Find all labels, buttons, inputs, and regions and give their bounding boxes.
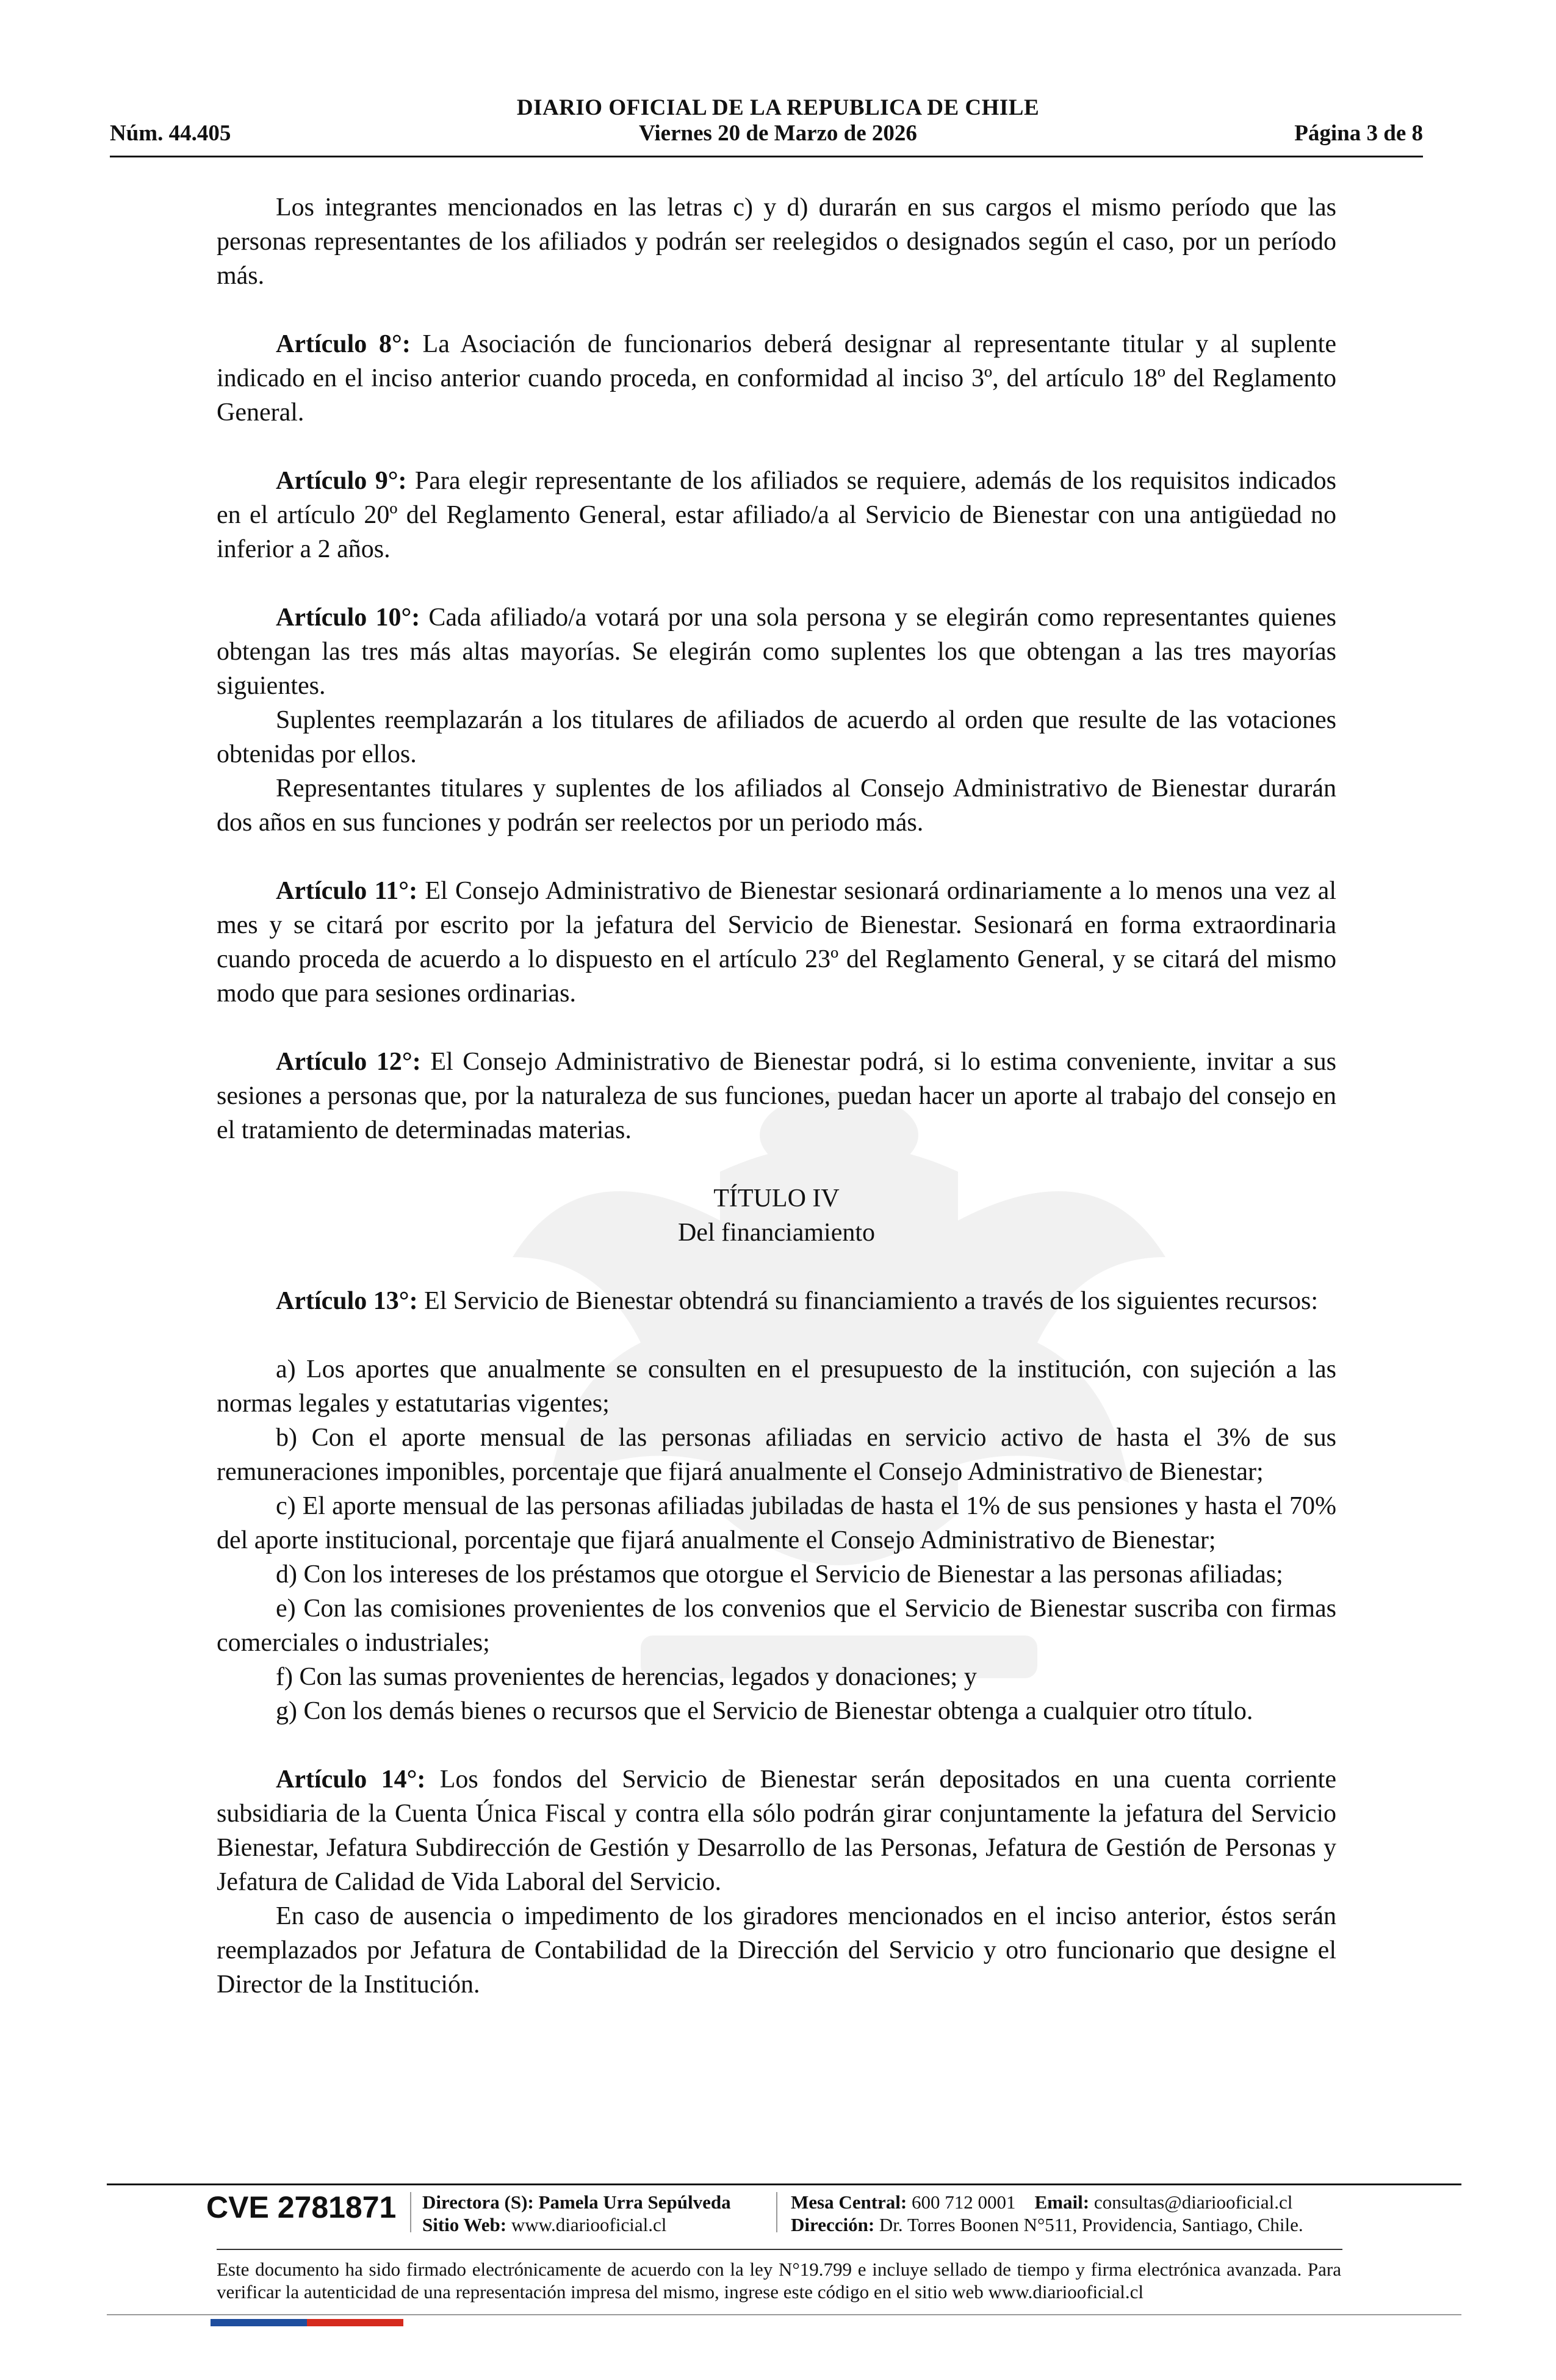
list-item-e: e) Con las comisiones provenientes de los convenios que el Servicio de Bienestar suscriba con firmas comerciales o industriales; (217, 1595, 1336, 1657)
list-item-c: c) El aporte mensual de las personas afiliadas jubiladas de hasta el 1% de sus pensiones y hasta el 70% del aporte institucional, porcentaje que fijará anualmente el Consejo Administrativo de Bienestar; (217, 1492, 1336, 1554)
flag-bar-red (307, 2319, 403, 2326)
cve-code: CVE 2781871 (206, 2190, 397, 2224)
email-label: Email: (1034, 2191, 1090, 2213)
footer-divider (107, 2183, 1461, 2185)
footer-separator (410, 2192, 411, 2232)
article-12-text: El Consejo Administrativo de Bienestar podrá, si lo estima conveniente, invitar a sus sesiones a personas que, por la naturaleza de sus funciones, puedan hacer un aporte al trabajo del consejo en el tratamiento de determinadas materias. (217, 1048, 1336, 1144)
footer-separator (776, 2192, 777, 2232)
article-10-text: Cada afiliado/a votará por una sola persona y se elegirán como representantes quienes obtengan las tres más altas mayorías. Se elegirán como suplentes los que obtengan a las tres mayorías siguientes. (217, 604, 1336, 700)
director-label: Directora (S): (422, 2191, 534, 2213)
article-8 (217, 327, 1336, 430)
article-10 (217, 600, 1336, 703)
article-10-label: Artículo 10°: (276, 604, 420, 632)
title-iv: TÍTULO IV (713, 1185, 840, 1213)
director-name: Pamela Urra Sepúlveda (538, 2191, 731, 2213)
article-12 (217, 1045, 1336, 1147)
article-11 (217, 874, 1336, 1011)
list-item-g: g) Con los demás bienes o recursos que el Servicio de Bienestar obtenga a cualquier otro título. (276, 1697, 1253, 1725)
newspaper-title: DIARIO OFICIAL DE LA REPUBLICA DE CHILE (516, 95, 1040, 120)
email-link[interactable]: consultas@diariooficial.cl (1093, 2191, 1293, 2213)
list-item-b: b) Con el aporte mensual de las personas afiliadas en servicio activo de hasta el 3% de sus remuneraciones imponibles, porcentaje que fijará anualmente el Consejo Administrativo de Bienestar; (217, 1424, 1336, 1486)
header-divider (110, 156, 1423, 157)
article-11-label: Artículo 11°: (276, 877, 418, 905)
article-8-label: Artículo 8°: (276, 330, 411, 358)
article-13 (217, 1284, 1336, 1318)
phone-value: 600 712 0001 (912, 2191, 1016, 2213)
flag-bar-blue (211, 2319, 307, 2326)
article-9-text: Para elegir representante de los afiliados se requiere, además de los requisitos indicados en el artículo 20º del Reglamento General, estar afiliado/a al Servicio de Bienestar con una antigüedad no inferior a 2 años. (217, 467, 1336, 563)
article-12-label: Artículo 12°: (276, 1048, 421, 1076)
article-14-text: Los fondos del Servicio de Bienestar serán depositados en una cuenta corriente subsidiaria de la Cuenta Única Fiscal y contra ella sólo podrán girar conjuntamente la jefatura del Servicio Bienestar, Jefatura Subdirección de Gestión y Desarrollo de las Personas, Jefatura de Gestión de Personas y Jefatura de Calidad de Vida Laboral del Servicio. (217, 1765, 1336, 1896)
footer-contact-block (791, 2191, 1303, 2236)
issue-date: Viernes 20 de Marzo de 2026 (639, 121, 917, 146)
page-indicator: Página 3 de 8 (1294, 121, 1423, 146)
article-9 (217, 464, 1336, 566)
article-14-paragraph-2: En caso de ausencia o impedimento de los giradores mencionados en el inciso anterior, éstos serán reemplazados por Jefatura de Contabilidad de la Dirección del Servicio y otro funcionario que designe el Director de la Institución. (217, 1902, 1336, 1999)
article-13-label: Artículo 13°: (276, 1287, 418, 1315)
footer-bottom-divider (107, 2314, 1461, 2315)
issue-number: Núm. 44.405 (110, 121, 231, 146)
footer-director-block (422, 2191, 731, 2236)
article-13-text: El Servicio de Bienestar obtendrá su financiamiento a través de los siguientes recursos: (417, 1287, 1318, 1315)
list-item-a: a) Los aportes que anualmente se consulten en el presupuesto de la institución, con sujeción a las normas legales y estatutarias vigentes; (217, 1355, 1336, 1418)
list-item-f: f) Con las sumas provenientes de herencias, legados y donaciones; y (276, 1663, 977, 1691)
article-10-paragraph-3: Representantes titulares y suplentes de los afiliados al Consejo Administrativo de Bienestar durarán dos años en sus funciones y podrán ser reelectos por un periodo más. (217, 774, 1336, 837)
address-value: Dr. Torres Boonen N°511, Providencia, Santiago, Chile. (879, 2214, 1303, 2235)
article-14-label: Artículo 14°: (276, 1765, 426, 1794)
list-item-d: d) Con los intereses de los préstamos que otorgue el Servicio de Bienestar a las personas afiliadas; (276, 1560, 1283, 1588)
article-11-text: El Consejo Administrativo de Bienestar sesionará ordinariamente a lo menos una vez al mes y se citará por escrito por la jefatura del Servicio de Bienestar. Sesionará en forma extraordinaria cuando proceda de acuerdo a lo dispuesto en el artículo 23º del Reglamento General, y se citará del mismo modo que para sesiones ordinarias. (217, 877, 1336, 1008)
intro-paragraph: Los integrantes mencionados en las letras c) y d) durarán en sus cargos el mismo período que las personas representantes de los afiliados y podrán ser reelegidos o designados según el caso, por un período más. (217, 193, 1336, 290)
title-iv-subtitle: Del financiamiento (677, 1219, 876, 1247)
website-link[interactable]: www.diariooficial.cl (511, 2214, 667, 2235)
phone-label: Mesa Central: (791, 2191, 907, 2213)
article-9-label: Artículo 9°: (276, 467, 407, 495)
title-iv-heading (217, 1181, 1336, 1250)
article-14 (217, 1762, 1336, 1899)
footer-inner-divider (217, 2249, 1342, 2250)
article-8-text: La Asociación de funcionarios deberá designar al representante titular y al suplente indicado en el inciso anterior cuando proceda, en conformidad al inciso 3º, del artículo 18º del Reglamento General. (217, 330, 1336, 427)
article-10-paragraph-2: Suplentes reemplazarán a los titulares de afiliados de acuerdo al orden que resulte de las votaciones obtenidas por ellos. (217, 706, 1336, 768)
website-label: Sitio Web: (422, 2214, 507, 2235)
legal-notice: Este documento ha sido firmado electrónicamente de acuerdo con la ley N°19.799 e incluye sellado de tiempo y firma electrónica avanzada. Para verificar la autenticidad de una representación impresa del mismo, ingrese este código en el sitio web www.diariooficial.cl (217, 2259, 1341, 2302)
address-label: Dirección: (791, 2214, 875, 2235)
document-body (217, 190, 1336, 2002)
